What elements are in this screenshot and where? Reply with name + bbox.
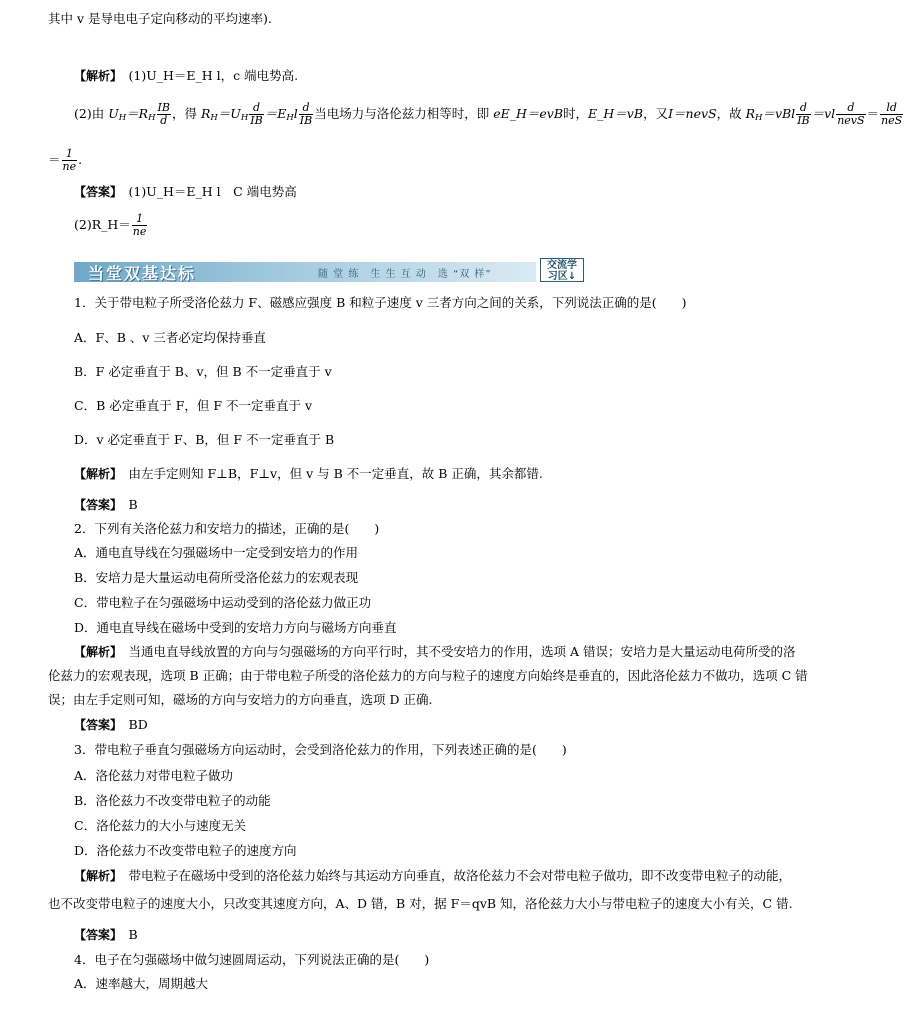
q4-option-a: A．速率越大，周期越大 [74, 976, 209, 991]
q2-answer: 【答案】 BD [74, 717, 148, 732]
q2-option-b: B．安培力是大量运动电荷所受洛伦兹力的宏观表现 [74, 570, 359, 585]
prev-analysis-part1: (1)U_H＝E_H l，c 端电势高. [128, 68, 299, 83]
q2-option-d: D．通电直导线在磁场中受到的安培力方向与磁场方向垂直 [74, 620, 397, 635]
q4-stem: 4．电子在匀强磁场中做匀速圆周运动，下列说法正确的是( ) [74, 952, 430, 967]
q2-analysis-2: 伦兹力的宏观表现，选项 B 正确；由于带电粒子所受的洛伦兹力的方向与粒子的速度方向始终是垂直的，因此洛伦兹力不做功，选项 C 错 [48, 668, 808, 683]
banner-subtitle: 随 堂 练 生 生 互 动 选 “双 样” [318, 269, 492, 280]
fraction: $\frac{IB}{d}$ [157, 101, 170, 127]
q1-stem: 1．关于带电粒子所受洛伦兹力 F、磁感应强度 B 和粒子速度 v 三者方向之间的关系，下列说法正确的是( ) [74, 295, 687, 310]
q3-answer: 【答案】 B [74, 927, 138, 942]
q3-option-b: B．洛伦兹力不改变带电粒子的动能 [74, 793, 271, 808]
q2-analysis-3: 误；由左手定则可知，磁场的方向与安培力的方向垂直，选项 D 正确. [48, 692, 433, 707]
analysis-label: 【解析】 [74, 69, 117, 83]
q2-analysis-1: 【解析】 当通电直导线放置的方向与匀强磁场的方向平行时，其不受安培力的作用，选项 A 错误；安培力是大量运动电荷所受的洛 [74, 644, 796, 659]
q2-stem: 2．下列有关洛伦兹力和安培力的描述，正确的是( ) [74, 521, 380, 536]
q1-option-b: B．F 必定垂直于 B、v，但 B 不一定垂直于 v [74, 364, 332, 379]
q1-answer: 【答案】 B [74, 497, 138, 512]
section-banner [74, 258, 584, 284]
banner-box: 交流学 习区↓ [540, 258, 584, 282]
fraction: $\frac{d}{IB}$ [299, 101, 313, 127]
q1-option-a: A．F、B 、v 三者必定均保持垂直 [74, 330, 266, 345]
q3-stem: 3．带电粒子垂直匀强磁场方向运动时，会受到洛伦兹力的作用，下列表述正确的是( ) [74, 742, 567, 757]
banner-title: 当堂双基达标 [88, 264, 197, 283]
prev-answer-2: (2)R_H＝ $\frac{1}{ne}$ [74, 212, 147, 238]
q3-analysis-2: 也不改变带电粒子的速度大小，只改变其速度方向，A、D 错，B 对，据 F＝qvB 知，洛伦兹力大小与带电粒子的速度大小有关，C 错. [48, 896, 793, 911]
q3-option-a: A．洛伦兹力对带电粒子做功 [74, 768, 234, 783]
intro-line: 其中 v 是导电电子定向移动的平均速率). [48, 11, 272, 26]
q1-option-c: C．B 必定垂直于 F，但 F 不一定垂直于 v [74, 398, 313, 413]
prev-analysis-2: (2)由 $U_H=R_H$ $\frac{IB}{d}$ ，得 $R_H=U_H$ $\frac{d}{IB}$ $=E_Hl$ $\frac{d}{IB}$ 当电场力与洛伦兹力相等时，即 eE_H＝evB时，E_H＝vB，又I＝nevS，故 $R_H=vBl$ $\frac{d}{IB}$ ＝vl $\frac{d}{\text{nevS}}$ ＝ $\frac{ld}{\text{neS}}$ [74, 101, 903, 127]
q3-option-c: C．洛伦兹力的大小与速度无关 [74, 818, 247, 833]
q2-option-c: C．带电粒子在匀强磁场中运动受到的洛伦兹力做正功 [74, 595, 372, 610]
fraction: $\frac{d}{IB}$ [250, 101, 263, 127]
prev-answer-1: 【答案】 (1)U_H＝E_H l C 端电势高 [74, 184, 297, 199]
q1-analysis: 【解析】 由左手定则知 F⊥B，F⊥v，但 v 与 B 不一定垂直，故 B 正确，其余都错. [74, 466, 543, 481]
prev-analysis-1 [74, 67, 298, 85]
fraction: $\frac{1}{ne}$ [132, 212, 147, 238]
prev-analysis-3: ＝ $\frac{1}{ne}$ . [48, 147, 83, 173]
q2-option-a: A．通电直导线在匀强磁场中一定受到安培力的作用 [74, 545, 359, 560]
q3-option-d: D．洛伦兹力不改变带电粒子的速度方向 [74, 843, 297, 858]
q1-option-d: D．v 必定垂直于 F、B，但 F 不一定垂直于 B [74, 432, 335, 447]
q3-analysis-1: 【解析】 带电粒子在磁场中受到的洛伦兹力始终与其运动方向垂直，故洛伦兹力不会对带电粒子做功，即不改变带电粒子的动能， [74, 868, 792, 883]
fraction: $\frac{1}{ne}$ [62, 147, 77, 173]
